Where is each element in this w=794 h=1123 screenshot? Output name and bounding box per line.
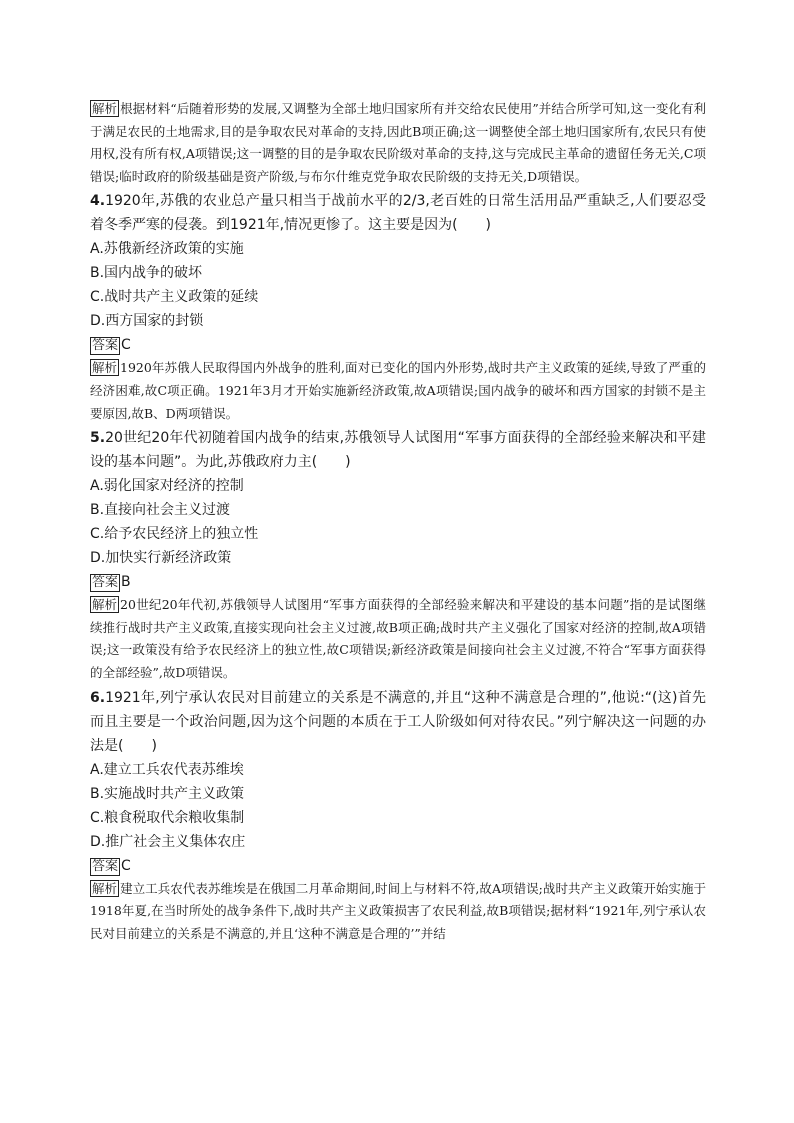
analysis-text: 1920年苏俄人民取得国内外战争的胜利,面对已变化的国内外形势,战时共产主义政策的延续,导致了严重的经济困难,故C项正确。1921年3月才开始实施新经济政策,故A项错误;国内战争的破坏和西方国家的封锁不是主要原因,故B、D两项错误。 xyxy=(90,360,706,421)
question-4 xyxy=(90,189,706,237)
option-d: D.推广社会主义集体农庄 xyxy=(90,833,246,850)
analysis-text: 建立工兵农代表苏维埃是在俄国二月革命期间,时间上与材料不符,故A项错误;战时共产主义政策开始实施于1918年夏,在当时所处的战争条件下,战时共产主义政策损害了农民利益,故B项错误;据材料“1921年,列宁承认农民对目前建立的关系是不满意的,并且‘这种不满意是合理的’”并结 xyxy=(90,880,706,941)
option-a: A.弱化国家对经济的控制 xyxy=(90,478,244,495)
option-a: A.建立工兵农代表苏维埃 xyxy=(90,761,244,778)
option-d: D.加快实行新经济政策 xyxy=(90,550,232,567)
analysis-text: 20世纪20年代初,苏俄领导人试图用“军事方面获得的全部经验来解决和平建设的基本问题”指的是试图继续推行战时共产主义政策,直接实现向社会主义过渡,故B项正确;战时共产主义强化了国家对经济的控制,故A项错误;这一政策没有给予农民经济上的独立性,故C项错误;新经济政策是间接向社会主义过渡,不符合“军事方面获得的全部经验”,故D项错误。 xyxy=(90,597,706,680)
option-c: C.给予农民经济上的独立性 xyxy=(90,526,259,543)
question-stem: 20世纪20年代初随着国内战争的结束,苏俄领导人试图用“军事方面获得的全部经验来解决和平建设的基本问题”。为此,苏俄政府力主( ) xyxy=(90,430,706,471)
analysis-q5 xyxy=(90,594,706,684)
option-b: B.国内战争的破坏 xyxy=(90,265,203,282)
answer-value: C xyxy=(121,337,131,354)
option-c: C.粮食税取代余粮收集制 xyxy=(90,809,245,826)
answer-q6 xyxy=(90,854,706,878)
question-6 xyxy=(90,686,706,758)
question-stem: 1920年,苏俄的农业总产量只相当于战前水平的2/3,老百姓的日常生活用品严重缺乏,人们要忍受着冬季严寒的侵袭。到1921年,情况更惨了。这主要是因为( ) xyxy=(90,193,706,234)
analysis-tag: 解析 xyxy=(92,880,118,896)
analysis-tag: 解析 xyxy=(92,360,118,376)
option-b: B.直接向社会主义过渡 xyxy=(90,502,231,519)
answer-q5 xyxy=(90,570,706,594)
analysis-tag: 解析 xyxy=(92,101,118,116)
answer-q4 xyxy=(90,333,706,357)
answer-tag: 答案 xyxy=(92,575,119,591)
analysis-tag: 解析 xyxy=(92,597,118,613)
question-number: 5. xyxy=(90,430,106,447)
answer-value: B xyxy=(121,574,131,591)
answer-value: C xyxy=(121,857,131,874)
analysis-q4 xyxy=(90,357,706,425)
analysis-q6 xyxy=(90,878,706,946)
option-c: C.战时共产主义政策的延续 xyxy=(90,289,259,306)
answer-tag: 答案 xyxy=(92,858,119,874)
analysis-q3 xyxy=(90,98,706,188)
answer-tag: 答案 xyxy=(92,338,119,354)
question-5 xyxy=(90,426,706,474)
question-stem: 1921年,列宁承认农民对目前建立的关系是不满意的,并且“这种不满意是合理的”,他说:“(这)首先而且主要是一个政治问题,因为这个问题的本质在于工人阶级如何对待农民。”列宁解决这一问题的办法是( ) xyxy=(90,689,706,754)
question-number: 6. xyxy=(90,689,106,706)
analysis-text: 根据材料“后随着形势的发展,又调整为全部土地归国家所有并交给农民使用”并结合所学可知,这一变化有利于满足农民的土地需求,目的是争取农民对革命的支持,因此B项正确;这一调整使全部土地归国家所有,农民只有使用权,没有所有权,A项错误;这一调整的目的是争取农民阶级对革命的支持,这与完成民主革命的遗留任务无关,C项错误;临时政府的阶级基础是资产阶级,与布尔什维克党争取农民阶级的支持无关,D项错误。 xyxy=(90,101,706,184)
option-b: B.实施战时共产主义政策 xyxy=(90,785,245,802)
document-page xyxy=(90,98,706,945)
option-a: A.苏俄新经济政策的实施 xyxy=(90,241,244,258)
question-number: 4. xyxy=(90,193,106,210)
option-d: D.西方国家的封锁 xyxy=(90,313,204,330)
